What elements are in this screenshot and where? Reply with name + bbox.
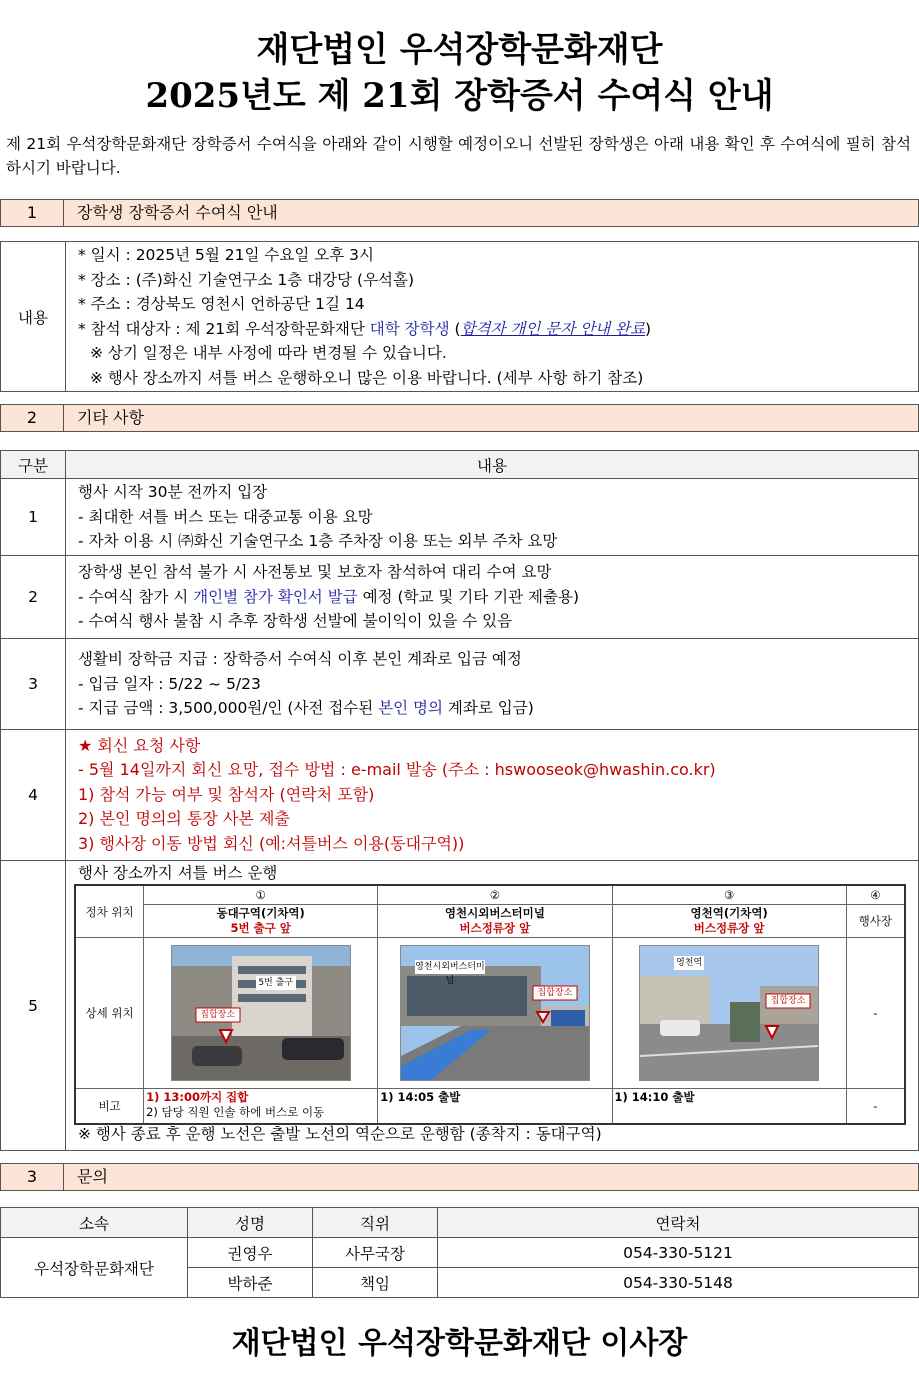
section1-content (66, 242, 919, 392)
intro-paragraph: 제 21회 우석장학문화재단 장학증서 수여식을 아래와 같이 시행할 예정이오니 선발된 장학생은 아래 내용 확인 후 수여식에 필히 참석하시기 바랍니다. (6, 135, 911, 177)
stop2-spot: 버스정류장 앞 (459, 921, 531, 935)
contact-position: 사무국장 (313, 1238, 438, 1268)
stop2-photo-cell (378, 938, 612, 1089)
contact-table (0, 1207, 919, 1298)
row3-line3-c: 계좌로 입금) (443, 699, 534, 718)
event-address: * 주소 : 경상북도 영천시 언하공단 1길 14 (78, 295, 365, 313)
stop2-photo (400, 945, 590, 1081)
stop2-name: 영천시외버스터미널 (444, 906, 545, 920)
stop3-spot: 버스정류장 앞 (693, 921, 765, 935)
target-note: 합격자 개인 문자 안내 완료 (460, 319, 645, 338)
row3-line3 (78, 696, 918, 721)
col-position: 직위 (313, 1208, 438, 1238)
stop1-photo-tag: 5번 출구 (258, 978, 293, 988)
contact-position: 책임 (313, 1268, 438, 1298)
row3-line3-a: - 지급 금액 : 3,500,000원/인 (사전 접수된 (78, 699, 379, 718)
table-row (1, 639, 919, 730)
stop3-name: 영천역(기차역) (690, 906, 768, 920)
row2-line2-a: - 수여식 참가 시 (78, 587, 194, 606)
row-content (66, 556, 919, 639)
table-row (1, 556, 919, 639)
stop1-photo-meet: 집합장소 (200, 1010, 236, 1020)
stop3-cell (612, 905, 846, 938)
contact-phone: 054-330-5121 (438, 1238, 919, 1268)
col-phone: 연락처 (438, 1208, 919, 1238)
label-stop: 정차 위치 (75, 885, 144, 938)
table-row (1, 730, 919, 861)
reply-item-1: 1) 참석 가능 여부 및 참석자 (연락처 포함) (78, 784, 375, 804)
row2-highlight: 개인별 참가 확인서 발급 (193, 587, 358, 606)
stop2-photo-tag: 영천시외버스터미널 (415, 962, 485, 986)
stop3-photo (639, 945, 819, 1081)
target-prefix: * 참석 대상자 : 제 21회 우석장학문화재단 (78, 319, 370, 338)
target-paren-open: ( (449, 319, 461, 338)
stop2-mark: ② (378, 885, 612, 905)
stop1-mark: ① (144, 885, 378, 905)
label-remark: 비고 (75, 1089, 144, 1125)
section1-title: 장학생 장학증서 수여식 안내 (77, 203, 278, 222)
contact-org: 우석장학문화재단 (1, 1238, 188, 1298)
stop1-photo (171, 945, 351, 1081)
row-number: 1 (1, 479, 66, 556)
reply-item-2: 2) 본인 명의의 통장 사본 제출 (78, 809, 290, 829)
reply-deadline: - 5월 14일까지 회신 요망, 접수 방법 : e-mail 발송 (주소 : hswooseok@hwashin.co.kr) (78, 760, 716, 780)
stop1-remark (144, 1089, 378, 1125)
row-number: 3 (1, 639, 66, 730)
table-row (1, 479, 919, 556)
contact-phone: 054-330-5148 (438, 1268, 919, 1298)
row1-line3: - 자차 이용 시 ㈜화신 기술연구소 1층 주차장 이용 또는 외부 주차 요망 (78, 532, 558, 551)
section1-table (0, 241, 919, 392)
stop3-remark: 1) 14:10 출발 (612, 1089, 846, 1125)
row3-highlight: 본인 명의 (378, 699, 443, 718)
section2-title: 기타 사항 (77, 408, 144, 427)
notice-schedule-change: ※ 상기 일정은 내부 사정에 따라 변경될 수 있습니다. (90, 344, 447, 362)
section3-header (0, 1163, 919, 1191)
section1-number: 1 (1, 200, 64, 226)
stop2-photo-meet: 집합장소 (537, 988, 573, 998)
shuttle-return-note: ※ 행사 종료 후 운행 노선은 출발 노선의 역순으로 운행함 (종착지 : 동대구역) (78, 1124, 602, 1143)
section3-title: 문의 (77, 1167, 108, 1186)
stop1-name: 동대구역(기차역) (216, 906, 305, 920)
row-content (66, 730, 919, 861)
stop4-mark: ④ (846, 885, 905, 905)
reply-request-title: ★ 회신 요청 사항 (78, 735, 201, 755)
doc-title-line1: 재단법인 우석장학문화재단 (256, 30, 663, 70)
shuttle-table (74, 884, 906, 1125)
table-row (1, 1238, 919, 1268)
label-detail: 상세 위치 (75, 938, 144, 1089)
row2-line2 (78, 585, 918, 610)
stop1-remark-1: 1) 13:00까지 집합 (146, 1090, 249, 1104)
stop1-photo-cell (144, 938, 378, 1089)
row1-line2: - 최대한 셔틀 버스 또는 대중교통 이용 요망 (78, 507, 373, 526)
row-number: 2 (1, 556, 66, 639)
stop1-remark-2: 2) 담당 직원 인솔 하에 버스로 이동 (146, 1105, 325, 1119)
section3-number: 3 (1, 1164, 64, 1190)
stop4-name: 행사장 (846, 905, 905, 938)
row-number: 4 (1, 730, 66, 861)
issuer-signature-line: 재단법인 우석장학문화재단 이사장 (231, 1326, 688, 1361)
contact-name: 박하준 (188, 1268, 313, 1298)
col-content: 내용 (66, 451, 919, 479)
section2-number: 2 (1, 405, 64, 431)
section1-header (0, 199, 919, 227)
col-name: 성명 (188, 1208, 313, 1238)
row-content (66, 639, 919, 730)
col-org: 소속 (1, 1208, 188, 1238)
target-paren-close: ) (644, 319, 652, 338)
row1-line1: 행사 시작 30분 전까지 입장 (78, 483, 268, 502)
doc-title-line2: 2025년도 제 21회 장학증서 수여식 안내 (145, 76, 774, 116)
stop4-detail: - (846, 938, 905, 1089)
shuttle-title: 행사 장소까지 셔틀 버스 운행 (78, 864, 278, 882)
stop3-photo-cell (612, 938, 846, 1089)
row2-line2-c: 예정 (학교 및 기타 기관 제출용) (357, 587, 579, 606)
row2-line1: 장학생 본인 참석 불가 시 사전통보 및 보호자 참석하여 대리 수여 요망 (78, 563, 552, 582)
contact-name: 권영우 (188, 1238, 313, 1268)
stop3-photo-tag: 영천역 (676, 958, 703, 968)
stop3-photo-meet: 집합장소 (770, 996, 806, 1006)
event-place: * 장소 : (주)화신 기술연구소 1층 대강당 (우석홀) (78, 270, 415, 289)
row-number: 5 (1, 861, 66, 1151)
stop4-remark: - (846, 1089, 905, 1125)
row2-line3: - 수여식 행사 불참 시 추후 장학생 선발에 불이익이 있을 수 있음 (78, 612, 513, 631)
event-date: * 일시 : 2025년 5월 21일 수요일 오후 3시 (78, 246, 374, 264)
section1-row-label: 내용 (1, 242, 66, 392)
stop1-spot: 5번 출구 앞 (230, 921, 291, 935)
stop2-remark: 1) 14:05 출발 (378, 1089, 612, 1125)
reply-item-3: 3) 행사장 이동 방법 회신 (예:셔틀버스 이용(동대구역)) (78, 833, 465, 853)
stop2-cell (378, 905, 612, 938)
row3-line1: 생활비 장학금 지급 : 장학증서 수여식 이후 본인 계좌로 입금 예정 (78, 650, 522, 669)
row3-line2: - 입금 일자 : 5/22 ~ 5/23 (78, 674, 261, 693)
col-category: 구분 (1, 451, 66, 479)
row-content (66, 479, 919, 556)
stop3-mark: ③ (612, 885, 846, 905)
section2-header (0, 404, 919, 432)
target-highlight: 대학 장학생 (369, 319, 450, 338)
notice-shuttle: ※ 행사 장소까지 셔틀 버스 운행하오니 많은 이용 바랍니다. (세부 사항 하기 참조) (90, 368, 644, 387)
stop1-cell (144, 905, 378, 938)
event-target (78, 317, 918, 342)
